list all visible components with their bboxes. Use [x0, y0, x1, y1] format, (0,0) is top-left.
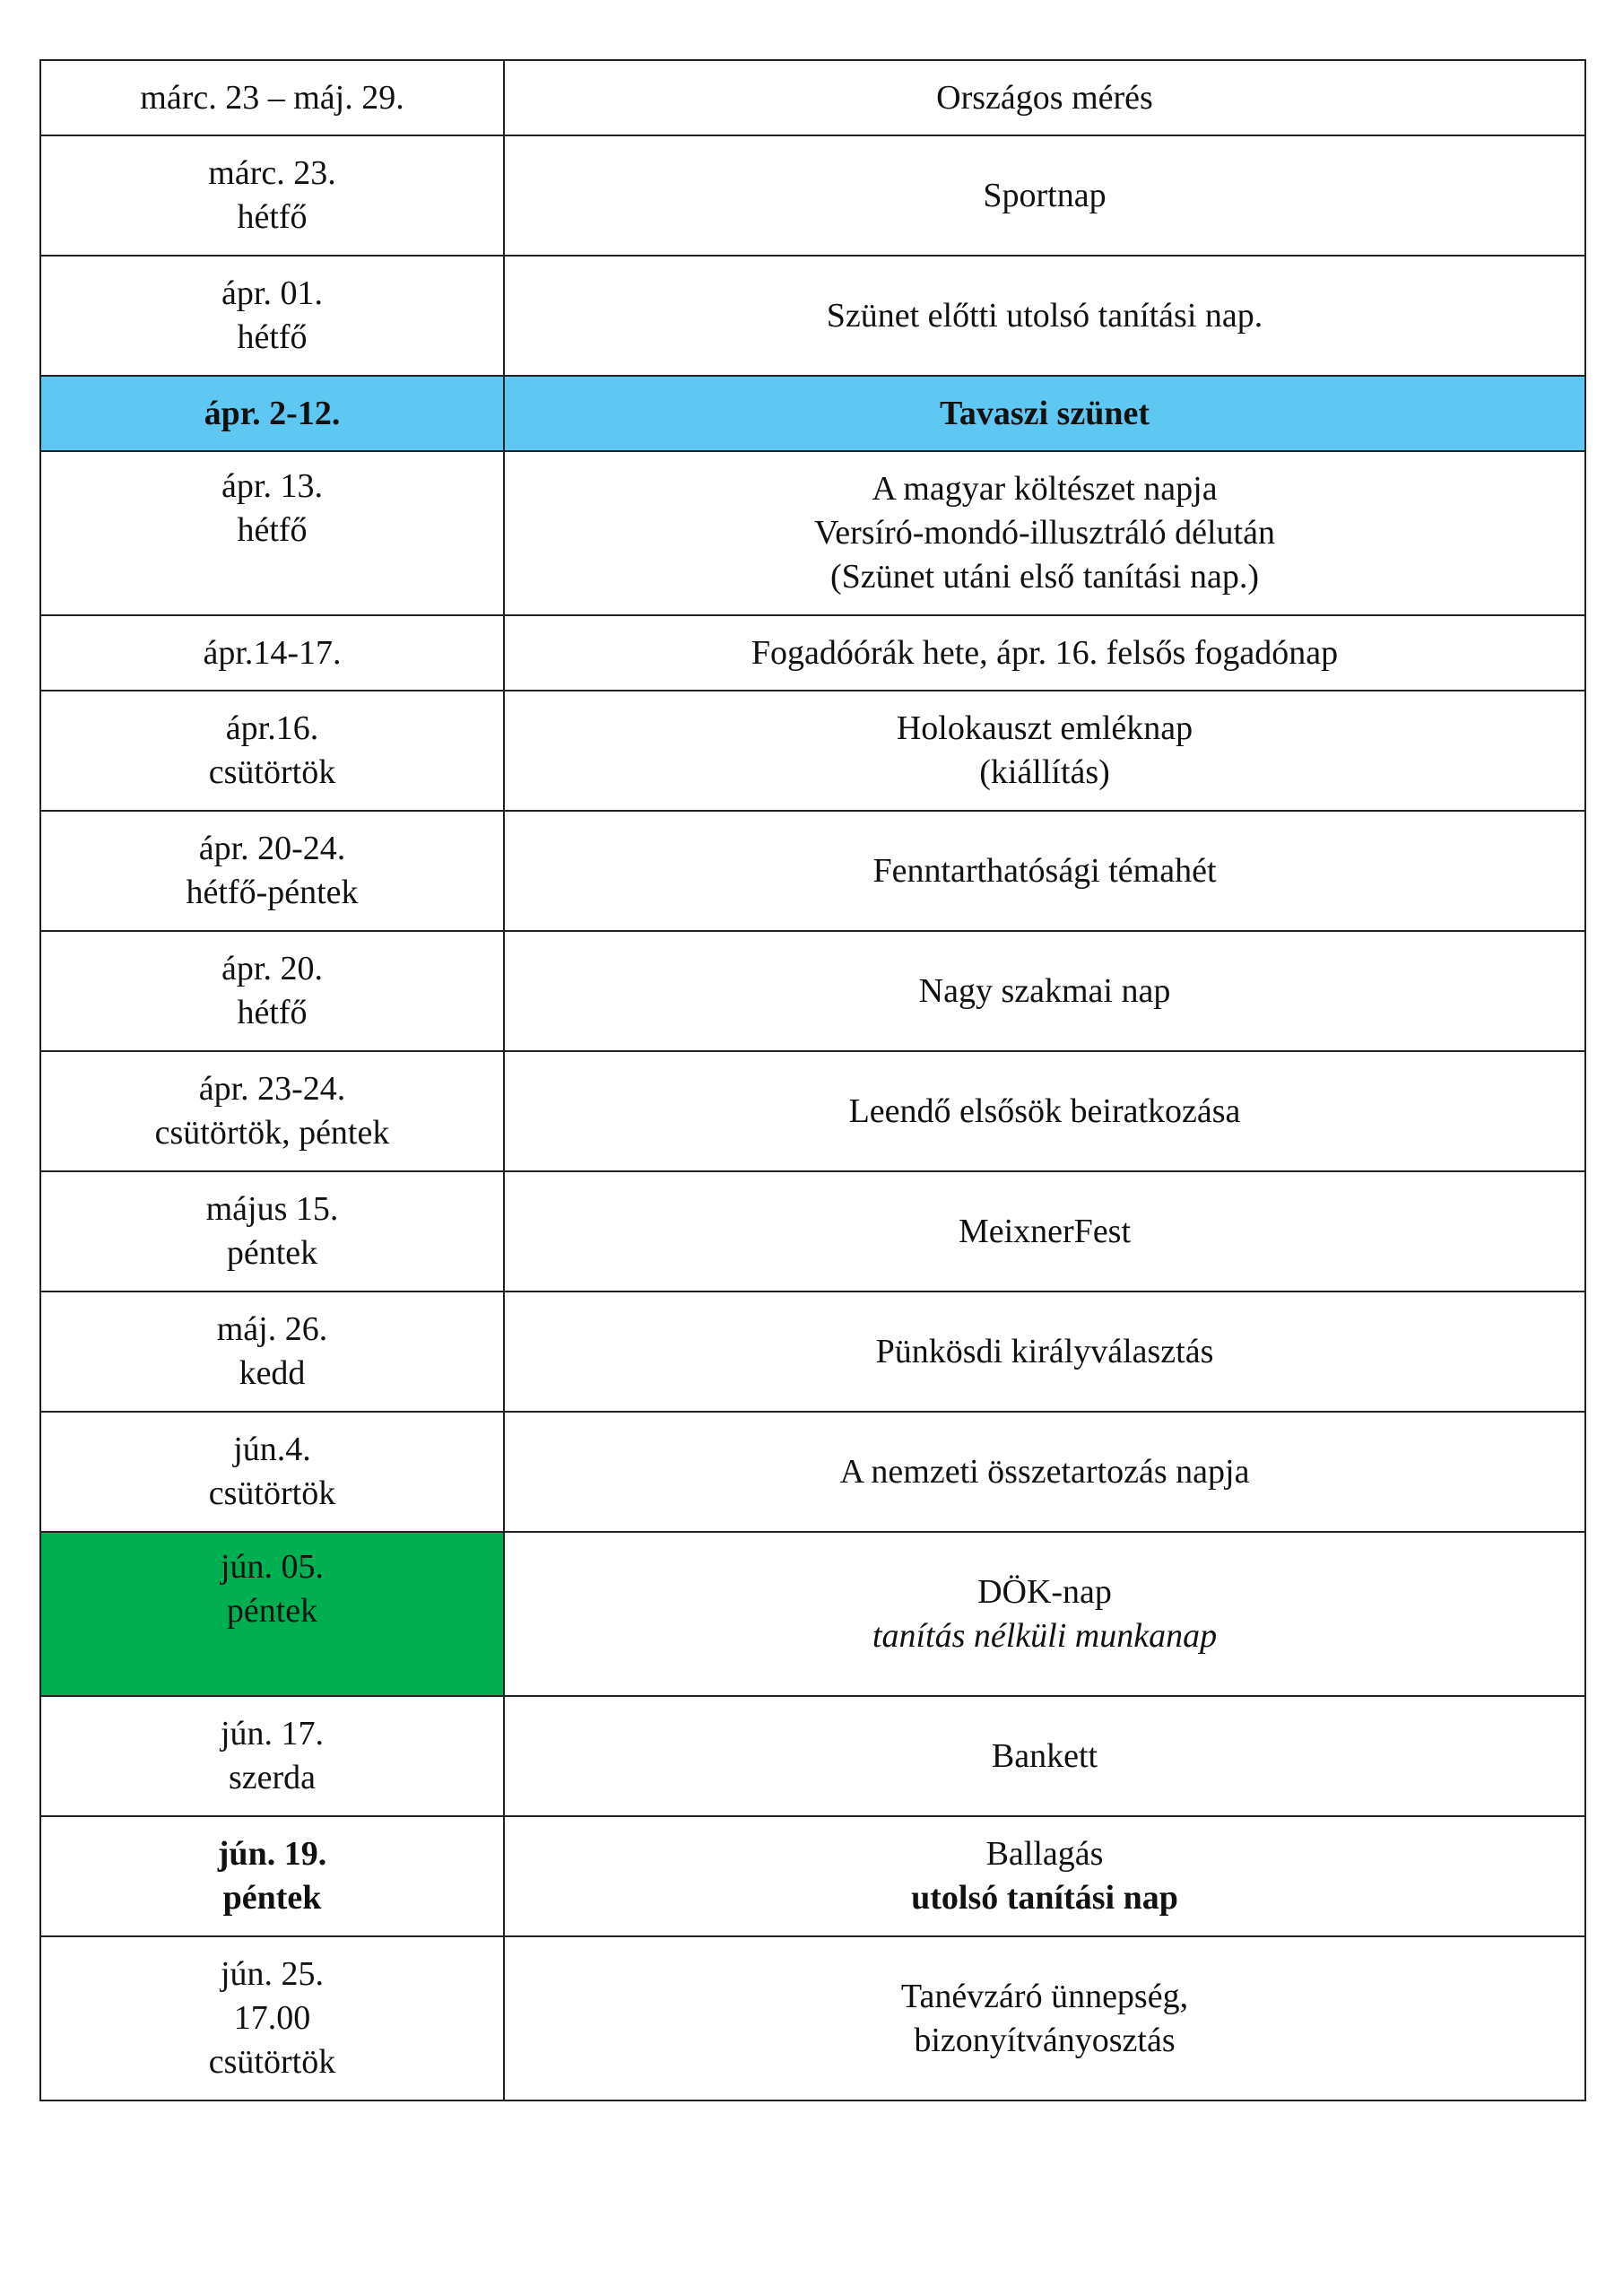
- date-text: jún. 25.: [220, 1955, 325, 1993]
- date-text: jún. 17.: [220, 1715, 325, 1752]
- event-text: Bankett: [991, 1736, 1098, 1775]
- event-cell: [504, 691, 1585, 811]
- event-text: Tanévzáró ünnepség,: [900, 1977, 1189, 2015]
- date-cell: [40, 135, 504, 256]
- event-text: Országos mérés: [936, 78, 1153, 117]
- event-cell: [504, 1936, 1585, 2100]
- date-text: hétfő: [237, 318, 308, 356]
- date-text: kedd: [239, 1354, 306, 1392]
- event-text: Pünkösdi királyválasztás: [875, 1332, 1214, 1370]
- event-text: DÖK-nap: [977, 1572, 1112, 1611]
- table-row: [40, 1412, 1585, 1532]
- event-cell: [504, 811, 1585, 931]
- schedule-body: [40, 60, 1585, 2100]
- date-cell: [40, 1051, 504, 1171]
- date-text: csütörtök: [208, 2043, 336, 2081]
- date-text: ápr. 20.: [221, 950, 323, 987]
- event-text: Holokauszt emléknap: [896, 709, 1193, 747]
- event-cell: [504, 256, 1585, 376]
- date-cell: [40, 811, 504, 931]
- event-text: Fenntarthatósági témahét: [872, 851, 1217, 890]
- date-text: csütörtök, péntek: [154, 1114, 390, 1152]
- date-cell: [40, 1532, 504, 1696]
- date-text: ápr. 20-24.: [198, 830, 346, 867]
- table-row: [40, 811, 1585, 931]
- table-row: [40, 256, 1585, 376]
- event-cell: [504, 615, 1585, 691]
- date-cell: [40, 1696, 504, 1816]
- event-text: Fogadóórák hete, ápr. 16. felsős fogadónap: [751, 633, 1339, 672]
- date-cell: [40, 931, 504, 1051]
- table-row: [40, 1816, 1585, 1936]
- table-row: [40, 1696, 1585, 1816]
- event-cell: [504, 1696, 1585, 1816]
- event-cell: [504, 1171, 1585, 1292]
- event-text: Versíró-mondó-illusztráló délután: [814, 514, 1275, 552]
- date-text: csütörtök: [208, 753, 336, 791]
- date-text: péntek: [226, 1592, 318, 1630]
- date-cell: [40, 60, 504, 135]
- event-cell: [504, 1816, 1585, 1936]
- table-row: [40, 376, 1585, 451]
- event-text: A nemzeti összetartozás napja: [839, 1452, 1250, 1491]
- schedule-table: [39, 59, 1586, 2101]
- event-text: utolsó tanítási nap: [911, 1879, 1178, 1917]
- event-text: (kiállítás): [979, 753, 1110, 791]
- date-text: jún.4.: [233, 1431, 311, 1468]
- event-cell: [504, 931, 1585, 1051]
- date-cell: [40, 1936, 504, 2100]
- date-text: ápr. 01.: [221, 274, 323, 312]
- date-text: 17.00: [233, 1999, 311, 2037]
- table-row: [40, 931, 1585, 1051]
- table-row: [40, 1292, 1585, 1412]
- event-text: Sportnap: [983, 176, 1107, 214]
- event-text: Leendő elsősök beiratkozása: [848, 1091, 1241, 1130]
- date-text: ápr. 13.: [221, 467, 323, 505]
- event-text: bizonyítványosztás: [914, 2021, 1176, 2059]
- table-row: [40, 1051, 1585, 1171]
- event-cell: [504, 376, 1585, 451]
- table-row: [40, 1532, 1585, 1696]
- date-text: ápr.14-17.: [203, 633, 342, 672]
- event-cell: [504, 1412, 1585, 1532]
- event-text: Nagy szakmai nap: [918, 971, 1171, 1010]
- date-text: csütörtök: [208, 1474, 336, 1512]
- date-cell: [40, 451, 504, 615]
- date-text: máj. 26.: [216, 1310, 328, 1348]
- event-text: (Szünet utáni első tanítási nap.): [829, 558, 1260, 596]
- event-cell: [504, 135, 1585, 256]
- date-text: ápr.16.: [225, 709, 319, 747]
- date-text: márc. 23 – máj. 29.: [140, 78, 404, 117]
- date-text: hétfő: [237, 198, 308, 236]
- date-text: szerda: [228, 1759, 317, 1796]
- date-text: péntek: [222, 1879, 322, 1917]
- date-text: május 15.: [205, 1190, 339, 1228]
- event-text: Tavaszi szünet: [939, 394, 1150, 432]
- table-row: [40, 1171, 1585, 1292]
- date-cell: [40, 1171, 504, 1292]
- date-cell: [40, 615, 504, 691]
- date-cell: [40, 1816, 504, 1936]
- event-text: tanítás nélküli munkanap: [872, 1616, 1218, 1655]
- date-cell: [40, 376, 504, 451]
- event-text: Ballagás: [985, 1835, 1104, 1873]
- event-cell: [504, 451, 1585, 615]
- date-cell: [40, 256, 504, 376]
- date-cell: [40, 691, 504, 811]
- date-text: márc. 23.: [208, 154, 336, 192]
- table-row: [40, 451, 1585, 615]
- date-text: ápr. 23-24.: [198, 1070, 346, 1108]
- event-text: MeixnerFest: [958, 1212, 1132, 1250]
- event-text: Szünet előtti utolsó tanítási nap.: [826, 296, 1263, 335]
- event-text: A magyar költészet napja: [872, 470, 1218, 508]
- table-row: [40, 135, 1585, 256]
- date-text: jún. 19.: [217, 1835, 327, 1873]
- date-cell: [40, 1412, 504, 1532]
- date-cell: [40, 1292, 504, 1412]
- table-row: [40, 615, 1585, 691]
- table-row: [40, 60, 1585, 135]
- date-text: hétfő-péntek: [186, 874, 359, 911]
- date-text: hétfő: [237, 511, 308, 549]
- date-text: péntek: [226, 1234, 318, 1272]
- event-cell: [504, 60, 1585, 135]
- event-cell: [504, 1051, 1585, 1171]
- table-row: [40, 1936, 1585, 2100]
- date-text: jún. 05.: [220, 1548, 325, 1586]
- date-text: hétfő: [237, 994, 308, 1031]
- event-cell: [504, 1292, 1585, 1412]
- table-row: [40, 691, 1585, 811]
- event-cell: [504, 1532, 1585, 1696]
- date-text: ápr. 2-12.: [204, 394, 341, 432]
